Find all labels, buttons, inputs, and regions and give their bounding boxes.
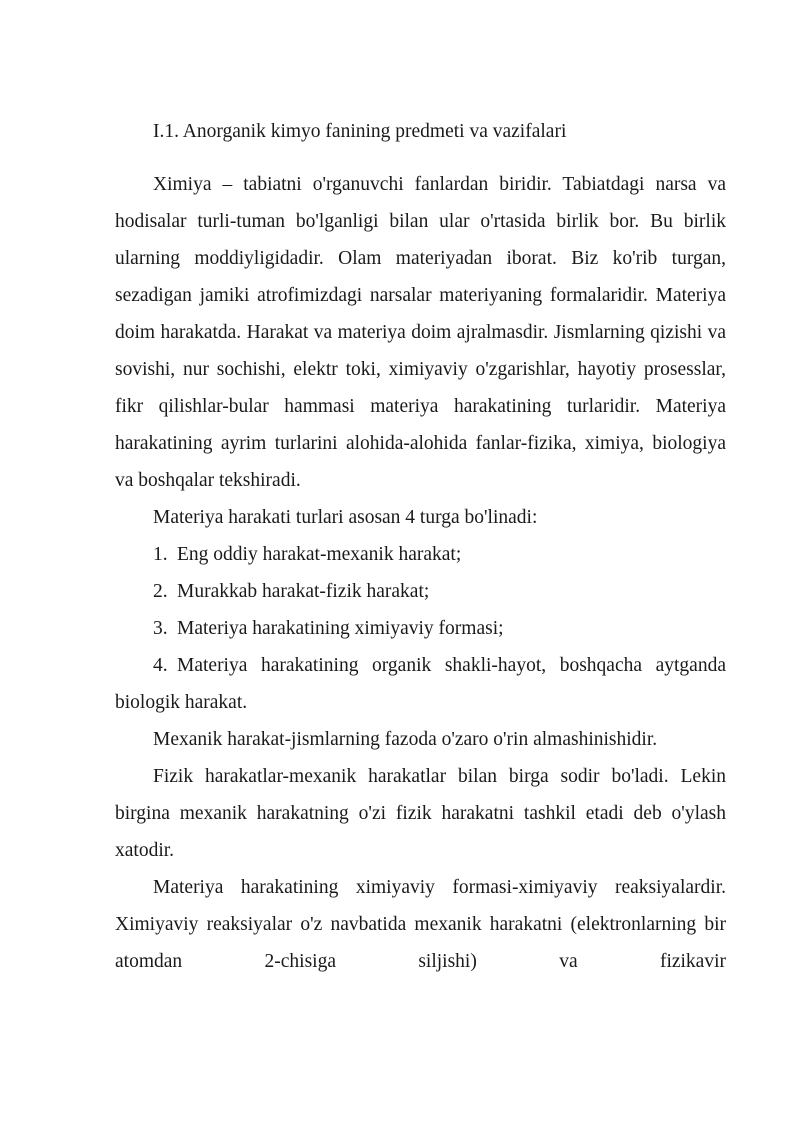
paragraph-chemical: Materiya harakatining ximiyaviy formasi-ximiyaviy reaksiyalardir. Ximiyaviy reaksiyalar o'z navbatida mexanik harakatni (elektronlarning bir atomdan 2-chisiga siljishi) va fizikavir (115, 877, 726, 972)
list-number: 4. (153, 655, 168, 676)
section-heading: I.1. Anorganik kimyo fanining predmeti va vazifalari (153, 121, 567, 142)
paragraph-types-intro: Materiya harakati turlari asosan 4 turga bo'linadi: (153, 507, 538, 528)
list-item-2 (115, 573, 726, 610)
paragraph-physical: Fizik harakatlar-mexanik harakatlar bilan birga sodir bo'ladi. Lekin birgina mexanik harakatning o'zi fizik harakatni tashkil etadi deb o'ylash xatodir. (115, 766, 726, 861)
list-item-1 (115, 536, 726, 573)
list-item-4 (115, 647, 726, 721)
list-item-text: Materiya harakatining organik shakli-hayot, boshqacha aytganda biologik harakat. (115, 655, 726, 713)
list-item-text: Eng oddiy harakat-mexanik harakat; (177, 544, 462, 565)
list-item-text: Materiya harakatining ximiyaviy formasi; (177, 618, 504, 639)
list-number: 1. (153, 544, 168, 565)
list-item-text: Murakkab harakat-fizik harakat; (177, 581, 430, 602)
document-page (115, 113, 726, 980)
paragraph-intro: Ximiya – tabiatni o'rganuvchi fanlardan biridir. Tabiatdagi narsa va hodisalar turli-tuman bo'lganligi bilan ular o'rtasida birlik bor. Bu birlik ularning moddiyligidadir. Olam materiyadan iborat. Biz ko'rib turgan, sezadigan jamiki atrofimizdagi narsalar materiyaning formalaridir. Materiya doim harakatda. Harakat va materiya doim ajralmasdir. Jismlarning qizishi va sovishi, nur sochishi, elektr toki, ximiyaviy o'zgarishlar, hayotiy prosesslar, fikr qilishlar-bular hammasi materiya harakatining turlaridir. Materiya harakatining ayrim turlarini alohida-alohida fanlar-fizika, ximiya, biologiya va boshqalar tekshiradi. (115, 174, 726, 491)
list-number: 2. (153, 581, 168, 602)
list-item-3 (115, 610, 726, 647)
list-number: 3. (153, 618, 168, 639)
paragraph-mechanical: Mexanik harakat-jismlarning fazoda o'zaro o'rin almashinishidir. (153, 729, 658, 750)
